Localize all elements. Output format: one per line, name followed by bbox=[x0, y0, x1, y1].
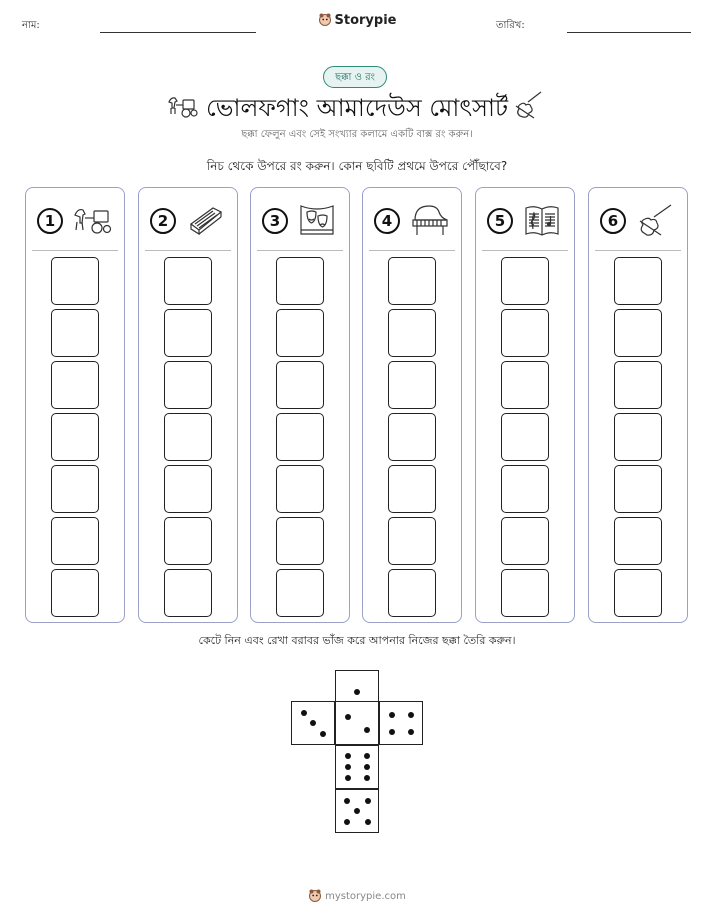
color-box[interactable] bbox=[501, 517, 549, 565]
color-box[interactable] bbox=[164, 257, 212, 305]
color-box[interactable] bbox=[614, 361, 662, 409]
die-pip bbox=[345, 753, 351, 759]
color-box[interactable] bbox=[614, 465, 662, 513]
column-divider bbox=[369, 250, 455, 251]
race-column-5 bbox=[475, 187, 575, 623]
color-box[interactable] bbox=[388, 309, 436, 357]
die-pip bbox=[389, 712, 395, 718]
die-pip bbox=[365, 819, 371, 825]
color-box[interactable] bbox=[614, 517, 662, 565]
storypie-mascot-icon bbox=[308, 888, 322, 902]
violin-icon bbox=[512, 90, 546, 120]
sheet-music-icon bbox=[522, 202, 562, 238]
color-box[interactable] bbox=[51, 309, 99, 357]
column-divider bbox=[145, 250, 231, 251]
page-subtitle: ছক্কা ফেলুন এবং সেই সংখ্যার কলামে একটি বাক্স রং করুন। bbox=[241, 129, 473, 140]
color-box[interactable] bbox=[501, 309, 549, 357]
color-box[interactable] bbox=[614, 569, 662, 617]
color-box[interactable] bbox=[51, 361, 99, 409]
die-pip bbox=[365, 798, 371, 804]
cut-instruction: কেটে নিন এবং রেখা বরাবর ভাঁজ করে আপনার নিজের ছক্কা তৈরি করুন। bbox=[198, 634, 516, 647]
race-column-6 bbox=[588, 187, 688, 623]
die-pip bbox=[364, 775, 370, 781]
theater-masks-icon bbox=[297, 202, 337, 238]
color-box[interactable] bbox=[164, 569, 212, 617]
color-box[interactable] bbox=[164, 361, 212, 409]
color-box[interactable] bbox=[388, 517, 436, 565]
name-line[interactable] bbox=[100, 32, 256, 33]
color-box[interactable] bbox=[276, 569, 324, 617]
color-box[interactable] bbox=[164, 413, 212, 461]
footer-url[interactable]: mystorypie.com bbox=[325, 891, 406, 902]
color-box[interactable] bbox=[614, 413, 662, 461]
color-box[interactable] bbox=[164, 465, 212, 513]
date-line[interactable] bbox=[567, 32, 691, 33]
die-pip bbox=[345, 714, 351, 720]
die-face-2 bbox=[335, 701, 379, 745]
harpsichord-icon bbox=[185, 202, 225, 238]
color-box[interactable] bbox=[388, 361, 436, 409]
die-pip bbox=[408, 729, 414, 735]
die-pip bbox=[345, 775, 351, 781]
grand-piano-icon bbox=[409, 202, 449, 238]
die-face-6 bbox=[335, 745, 379, 789]
color-box[interactable] bbox=[388, 413, 436, 461]
color-box[interactable] bbox=[501, 465, 549, 513]
column-divider bbox=[482, 250, 568, 251]
race-column-3 bbox=[250, 187, 350, 623]
die-pip bbox=[389, 729, 395, 735]
die-face-3 bbox=[291, 701, 335, 745]
violin-icon bbox=[635, 202, 675, 238]
die-pip bbox=[364, 727, 370, 733]
footer bbox=[0, 888, 714, 902]
color-box[interactable] bbox=[276, 413, 324, 461]
storypie-mascot-icon bbox=[318, 12, 332, 26]
color-box[interactable] bbox=[501, 361, 549, 409]
column-number: 1 bbox=[37, 208, 63, 234]
column-divider bbox=[257, 250, 343, 251]
brand-name: Storypie bbox=[334, 13, 397, 28]
column-number: 6 bbox=[600, 208, 626, 234]
die-face-5 bbox=[335, 789, 379, 833]
race-instruction: নিচ থেকে উপরে রং করুন। কোন ছবিটি প্রথমে উপরে পৌঁছাবে? bbox=[206, 159, 508, 173]
die-pip bbox=[301, 710, 307, 716]
color-box[interactable] bbox=[614, 257, 662, 305]
color-box[interactable] bbox=[388, 257, 436, 305]
column-divider bbox=[32, 250, 118, 251]
color-box[interactable] bbox=[164, 309, 212, 357]
name-label: নাম: bbox=[22, 20, 40, 31]
color-box[interactable] bbox=[501, 569, 549, 617]
die-pip bbox=[344, 819, 350, 825]
die-pip bbox=[364, 753, 370, 759]
color-box[interactable] bbox=[164, 517, 212, 565]
color-box[interactable] bbox=[51, 257, 99, 305]
color-box[interactable] bbox=[614, 309, 662, 357]
die-face-4 bbox=[379, 701, 423, 745]
race-column-1 bbox=[25, 187, 125, 623]
color-box[interactable] bbox=[51, 517, 99, 565]
die-pip bbox=[310, 720, 316, 726]
color-box[interactable] bbox=[276, 257, 324, 305]
die-pip bbox=[345, 764, 351, 770]
die-pip bbox=[320, 731, 326, 737]
color-box[interactable] bbox=[276, 361, 324, 409]
color-box[interactable] bbox=[51, 569, 99, 617]
color-box[interactable] bbox=[388, 465, 436, 513]
die-pip bbox=[354, 808, 360, 814]
date-label: তারিখ: bbox=[496, 20, 525, 31]
die-pip bbox=[408, 712, 414, 718]
die-pip bbox=[364, 764, 370, 770]
die-pip bbox=[344, 798, 350, 804]
horse-carriage-icon bbox=[72, 202, 112, 238]
column-number: 2 bbox=[150, 208, 176, 234]
race-column-2 bbox=[138, 187, 238, 623]
column-number: 3 bbox=[262, 208, 288, 234]
brand-logo bbox=[0, 12, 714, 28]
color-box[interactable] bbox=[388, 569, 436, 617]
color-box[interactable] bbox=[51, 413, 99, 461]
column-number: 5 bbox=[487, 208, 513, 234]
color-box[interactable] bbox=[276, 309, 324, 357]
page-title: ভোলফগাং আমাদেউস মোৎসার্ট bbox=[205, 94, 509, 122]
activity-badge: ছক্কা ও রং bbox=[323, 66, 387, 88]
column-number: 4 bbox=[374, 208, 400, 234]
color-box[interactable] bbox=[501, 257, 549, 305]
color-box[interactable] bbox=[51, 465, 99, 513]
race-column-4 bbox=[362, 187, 462, 623]
column-divider bbox=[595, 250, 681, 251]
color-box[interactable] bbox=[276, 517, 324, 565]
color-box[interactable] bbox=[276, 465, 324, 513]
die-pip bbox=[354, 689, 360, 695]
color-box[interactable] bbox=[501, 413, 549, 461]
